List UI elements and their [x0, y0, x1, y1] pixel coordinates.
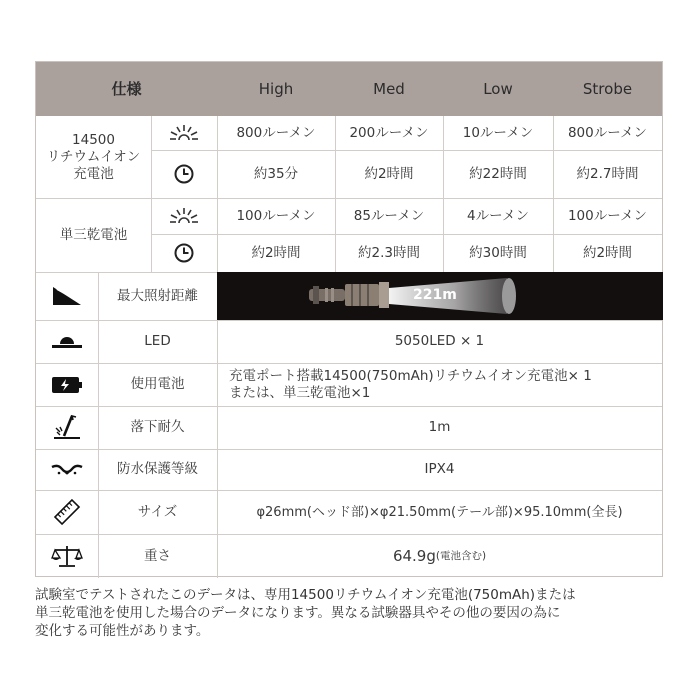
weight-number: 64.9g — [392, 546, 436, 565]
beam-distance-icon — [36, 272, 98, 320]
beam-distance-graphic — [217, 272, 663, 320]
battery-14500-strobe-runtime: 約2.7時間 — [576, 165, 639, 182]
drop-label: 落下耐久 — [130, 419, 185, 435]
beam-distance-label: 最大照射距離 — [117, 287, 198, 304]
battery-aa-strobe-runtime: 約2時間 — [582, 244, 633, 261]
battery-14500-low-lumen: 10ルーメン — [462, 124, 534, 141]
battery-14500-med-runtime: 約2時間 — [364, 165, 414, 182]
battery-value-line2: または、単三乾電池×1 — [229, 384, 371, 401]
battery-value — [217, 363, 662, 406]
battery-14500-line1: 14500 — [72, 131, 115, 148]
footnote — [35, 586, 675, 640]
battery-14500-high-runtime: 約35分 — [253, 165, 299, 182]
weight-value — [217, 534, 662, 578]
water-value: IPX4 — [424, 461, 455, 477]
led-value: 5050LED × 1 — [394, 333, 485, 349]
ruler-icon — [36, 490, 98, 534]
footnote-line2: 単三乾電池を使用した場合のデータになります。異なる試験器具やその他の要因の為に — [35, 605, 561, 621]
light-burst-icon — [151, 116, 217, 150]
water-label: 防水保護等級 — [117, 461, 198, 477]
clock-icon — [151, 234, 217, 272]
light-burst-icon — [151, 198, 217, 234]
mode-low-header: Low — [443, 62, 553, 116]
battery-aa-high-runtime: 約2時間 — [251, 244, 301, 261]
battery-aa-med-runtime: 約2.3時間 — [358, 244, 420, 261]
size-label: サイズ — [137, 503, 178, 520]
spec-table — [35, 61, 663, 577]
scale-icon — [36, 534, 98, 578]
battery-aa-strobe-lumen: 100ルーメン — [567, 207, 648, 224]
battery-14500-med-lumen: 200ルーメン — [349, 124, 429, 141]
battery-aa-low-runtime: 約30時間 — [469, 244, 527, 261]
battery-aa-low-lumen: 4ルーメン — [467, 207, 529, 224]
footnote-line1: 試験室でテストされたこのデータは、専用14500リチウムイオン充電池(750mAh)または — [35, 587, 576, 603]
mode-med-header: Med — [335, 62, 443, 116]
led-label: LED — [144, 333, 171, 349]
battery-label: 使用電池 — [130, 376, 185, 392]
battery-14500-low-runtime: 約22時間 — [469, 165, 527, 182]
battery-14500-label — [36, 116, 151, 198]
battery-icon — [36, 363, 98, 406]
battery-14500-line3: 充電池 — [73, 165, 114, 182]
mode-strobe-header: Strobe — [553, 62, 662, 116]
led-icon — [36, 320, 98, 363]
size-value: φ26mm(ヘッド部)×φ21.50mm(テール部)×95.10mm(全長) — [256, 504, 623, 520]
water-splash-icon — [36, 449, 98, 490]
battery-14500-line2: リチウムイオン — [46, 148, 141, 165]
battery-aa-med-lumen: 85ルーメン — [353, 207, 425, 224]
footnote-line3: 変化する可能性があります。 — [35, 623, 210, 639]
mode-high-header: High — [217, 62, 335, 116]
battery-14500-strobe-lumen: 800ルーメン — [567, 124, 648, 141]
battery-value-line1: 充電ポート搭載14500(750mAh)リチウムイオン充電池× 1 — [229, 367, 592, 384]
battery-14500-high-lumen: 800ルーメン — [236, 124, 316, 141]
drop-impact-icon — [36, 406, 98, 449]
weight-label: 重さ — [144, 547, 171, 564]
spec-title: 仕様 — [36, 62, 217, 116]
beam-distance-value: 221m — [413, 287, 457, 303]
weight-note: (電池含む) — [435, 549, 487, 562]
battery-aa-label: 単三乾電池 — [59, 226, 128, 243]
battery-aa-high-lumen: 100ルーメン — [236, 207, 316, 224]
drop-value: 1m — [428, 419, 451, 435]
clock-icon — [151, 150, 217, 198]
